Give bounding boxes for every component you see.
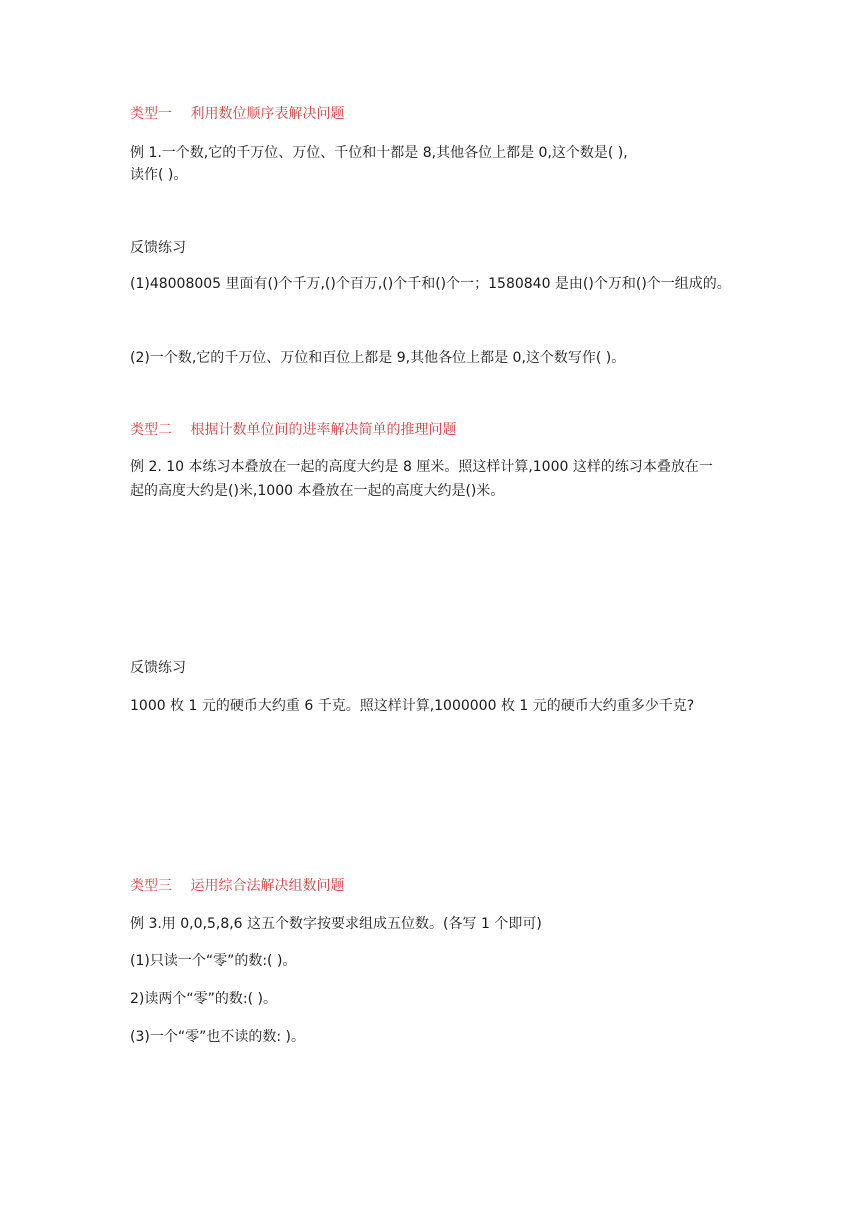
feedback1-q1: (1)48008005 里面有()个千万,()个百万,()个千和()个一；1580840 是由()个万和()个一组成的。 <box>130 276 731 292</box>
type1-heading: 类型一 利用数位顺序表解决问题 <box>130 106 345 122</box>
example2-line1: 例 2. 10 本练习本叠放在一起的高度大约是 8 厘米。照这样计算,1000 这样的练习本叠放在一 <box>130 459 713 475</box>
example3-q1: (1)只读一个“零”的数:( )。 <box>130 953 297 969</box>
example1-line1: 例 1.一个数,它的千万位、万位、千位和十都是 8,其他各位上都是 0,这个数是( ), <box>130 145 628 161</box>
example3: 例 3.用 0,0,5,8,6 这五个数字按要求组成五位数。(各写 1 个即可) <box>130 916 542 932</box>
example1-line2: 读作( )。 <box>130 167 188 183</box>
feedback1-title: 反馈练习 <box>130 240 186 256</box>
feedback2-title: 反馈练习 <box>130 660 186 676</box>
example3-q3: (3)一个“零”也不读的数: )。 <box>130 1029 305 1045</box>
feedback1-q2: (2)一个数,它的千万位、万位和百位上都是 9,其他各位上都是 0,这个数写作( )。 <box>130 350 626 366</box>
feedback2-q1: 1000 枚 1 元的硬币大约重 6 千克。照这样计算,1000000 枚 1 元的硬币大约重多少千克? <box>130 698 695 714</box>
example3-q2: 2)读两个“零”的数:( )。 <box>130 991 277 1007</box>
example2-line2: 起的高度大约是()米,1000 本叠放在一起的高度大约是()米。 <box>130 483 505 499</box>
type2-heading: 类型二 根据计数单位间的进率解决简单的推理问题 <box>130 422 457 438</box>
type3-heading: 类型三 运用综合法解决组数问题 <box>130 878 345 894</box>
